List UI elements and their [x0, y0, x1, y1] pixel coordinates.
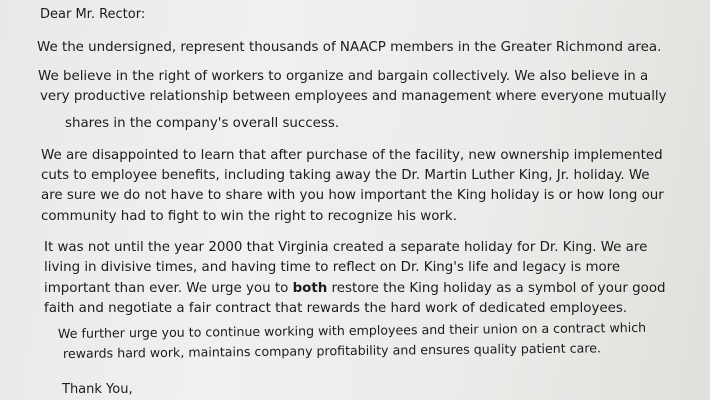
paragraph-3-line-4: community had to fight to win the right to recognize his work.	[41, 209, 457, 224]
paragraph-4-line-4: faith and negotiate a fair contract that rewards the hard work of dedicated employees.	[44, 301, 628, 316]
salutation: Dear Mr. Rector:	[40, 7, 146, 22]
paragraph-2-line-1: We believe in the right of workers to organize and bargain collectively. We also believe in a	[38, 69, 649, 84]
emphasis-both: both	[292, 281, 328, 296]
closing: Thank You,	[62, 382, 133, 397]
paragraph-3-line-1: We are disappointed to learn that after purchase of the facility, new ownership implemented	[41, 148, 663, 163]
paragraph-4-line-3	[44, 279, 666, 298]
paragraph-5-line-2: rewards hard work, maintains company profitability and ensures quality patient care.	[62, 340, 602, 361]
paragraph-3-line-2: cuts to employee benefits, including taking away the Dr. Martin Luther King, Jr. holiday. We	[41, 168, 650, 183]
paragraph-5-line-1: We further urge you to continue working with employees and their union on a contract which	[57, 319, 647, 341]
paragraph-4-line-3-start: important than ever. We urge you to	[44, 281, 293, 296]
paragraph-4-line-3-end: restore the King holiday as a symbol of your good	[327, 281, 666, 296]
paragraph-2-line-2: very productive relationship between employees and management where everyone mutually	[40, 89, 667, 104]
paragraph-1-line-1: We the undersigned, represent thousands of NAACP members in the Greater Richmond area.	[37, 40, 662, 55]
paragraph-3-line-3: are sure we do not have to share with you how important the King holiday is or how long our	[41, 188, 664, 203]
paragraph-4-line-1: It was not until the year 2000 that Virginia created a separate holiday for Dr. King. We are	[44, 240, 648, 255]
paragraph-4-line-2: living in divisive times, and having time to reflect on Dr. King's life and legacy is more	[44, 260, 621, 275]
paragraph-2-line-3: shares in the company's overall success.	[65, 116, 340, 131]
